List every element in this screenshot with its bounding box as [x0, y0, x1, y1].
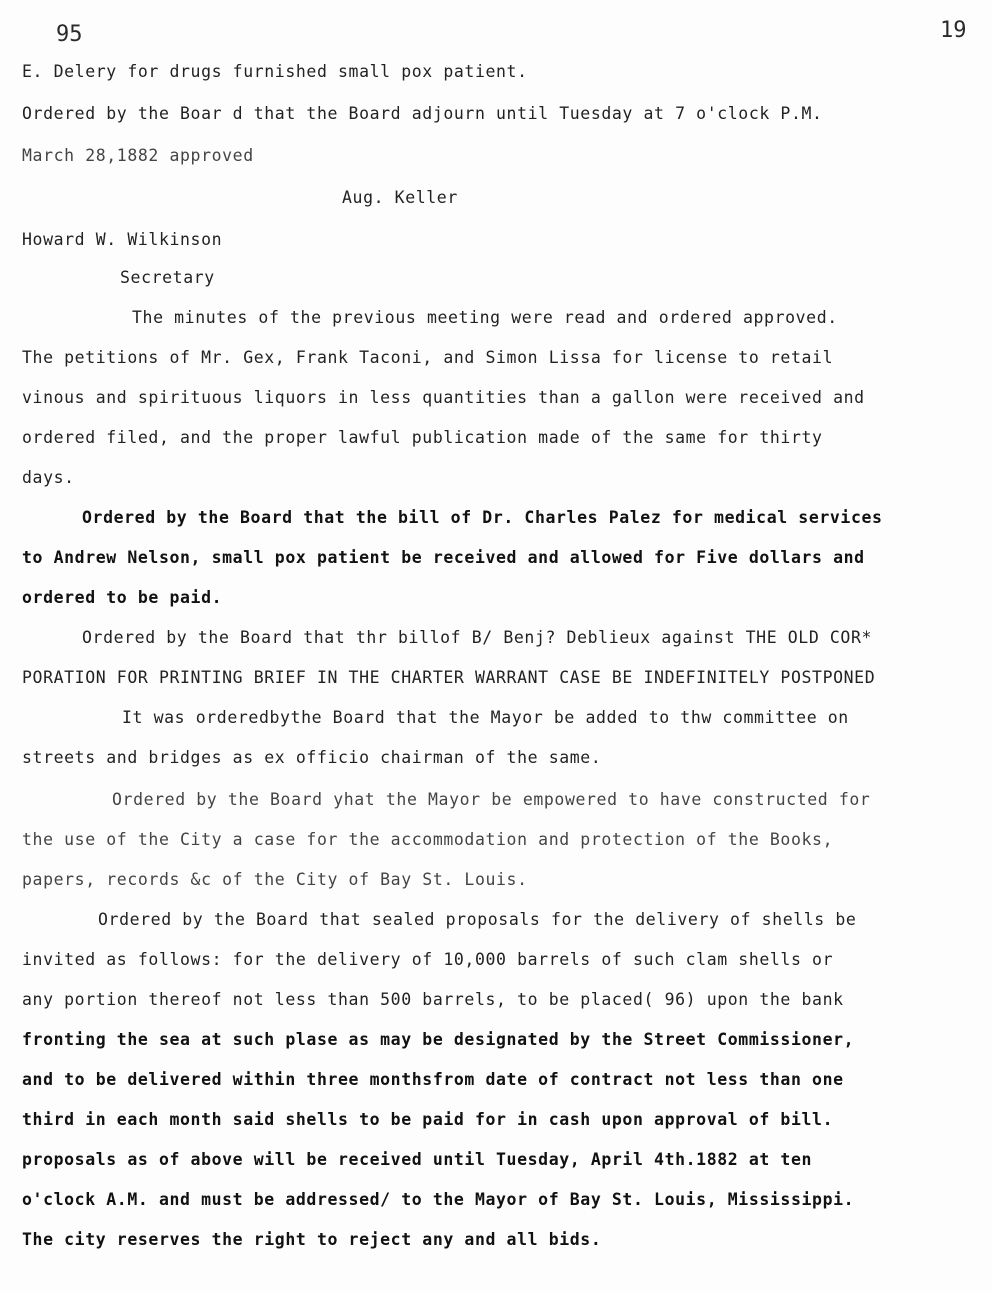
signature-secretary-name: Howard W. Wilkinson	[22, 230, 223, 249]
text-line: to Andrew Nelson, small pox patient be received and allowed for Five dollars and	[22, 548, 865, 567]
text-line: and to be delivered within three monthsfrom date of contract not less than one	[22, 1070, 844, 1089]
text-line: o'clock A.M. and must be addressed/ to the Mayor of Bay St. Louis, Mississippi.	[22, 1190, 855, 1209]
text-line: The minutes of the previous meeting were read and ordered approved.	[132, 308, 838, 327]
page-number-left: 95	[56, 22, 83, 47]
text-line: fronting the sea at such plase as may be designated by the Street Commissioner,	[22, 1030, 855, 1049]
text-line: the use of the City a case for the accommodation and protection of the Books,	[22, 830, 834, 849]
text-line: PORATION FOR PRINTING BRIEF IN THE CHARTER WARRANT CASE BE INDEFINITELY POSTPONED	[22, 668, 876, 687]
text-line: The city reserves the right to reject any and all bids.	[22, 1230, 602, 1249]
text-line: Ordered by the Board that thr billof B/ Benj? Deblieux against THE OLD COR*	[82, 628, 873, 647]
text-line: any portion thereof not less than 500 barrels, to be placed( 96) upon the bank	[22, 990, 844, 1009]
text-line: days.	[22, 468, 75, 487]
text-line: ordered to be paid.	[22, 588, 223, 607]
text-line: March 28,1882 approved	[22, 146, 254, 165]
text-line: streets and bridges as ex officio chairman of the same.	[22, 748, 602, 767]
text-line: proposals as of above will be received until Tuesday, April 4th.1882 at ten	[22, 1150, 813, 1169]
text-line: third in each month said shells to be paid for in cash upon approval of bill.	[22, 1110, 834, 1129]
page-number-right: 19	[940, 18, 967, 43]
text-line: Ordered by the Board that the bill of Dr. Charles Palez for medical services	[82, 508, 883, 527]
text-line: It was orderedbythe Board that the Mayor be added to thw committee on	[122, 708, 849, 727]
text-line: ordered filed, and the proper lawful publication made of the same for thirty	[22, 428, 823, 447]
text-line: Ordered by the Board that sealed proposals for the delivery of shells be	[98, 910, 857, 929]
text-line: Ordered by the Boar d that the Board adjourn until Tuesday at 7 o'clock P.M.	[22, 104, 823, 123]
text-line: vinous and spirituous liquors in less quantities than a gallon were received and	[22, 388, 865, 407]
text-line: Ordered by the Board yhat the Mayor be empowered to have constructed for	[112, 790, 871, 809]
text-line: papers, records &c of the City of Bay St. Louis.	[22, 870, 528, 889]
text-line: invited as follows: for the delivery of 10,000 barrels of such clam shells or	[22, 950, 834, 969]
signature-mayor: Aug. Keller	[342, 188, 458, 207]
text-line: E. Delery for drugs furnished small pox patient.	[22, 62, 528, 81]
signature-secretary-title: Secretary	[120, 268, 215, 287]
text-line: The petitions of Mr. Gex, Frank Taconi, and Simon Lissa for license to retail	[22, 348, 834, 367]
